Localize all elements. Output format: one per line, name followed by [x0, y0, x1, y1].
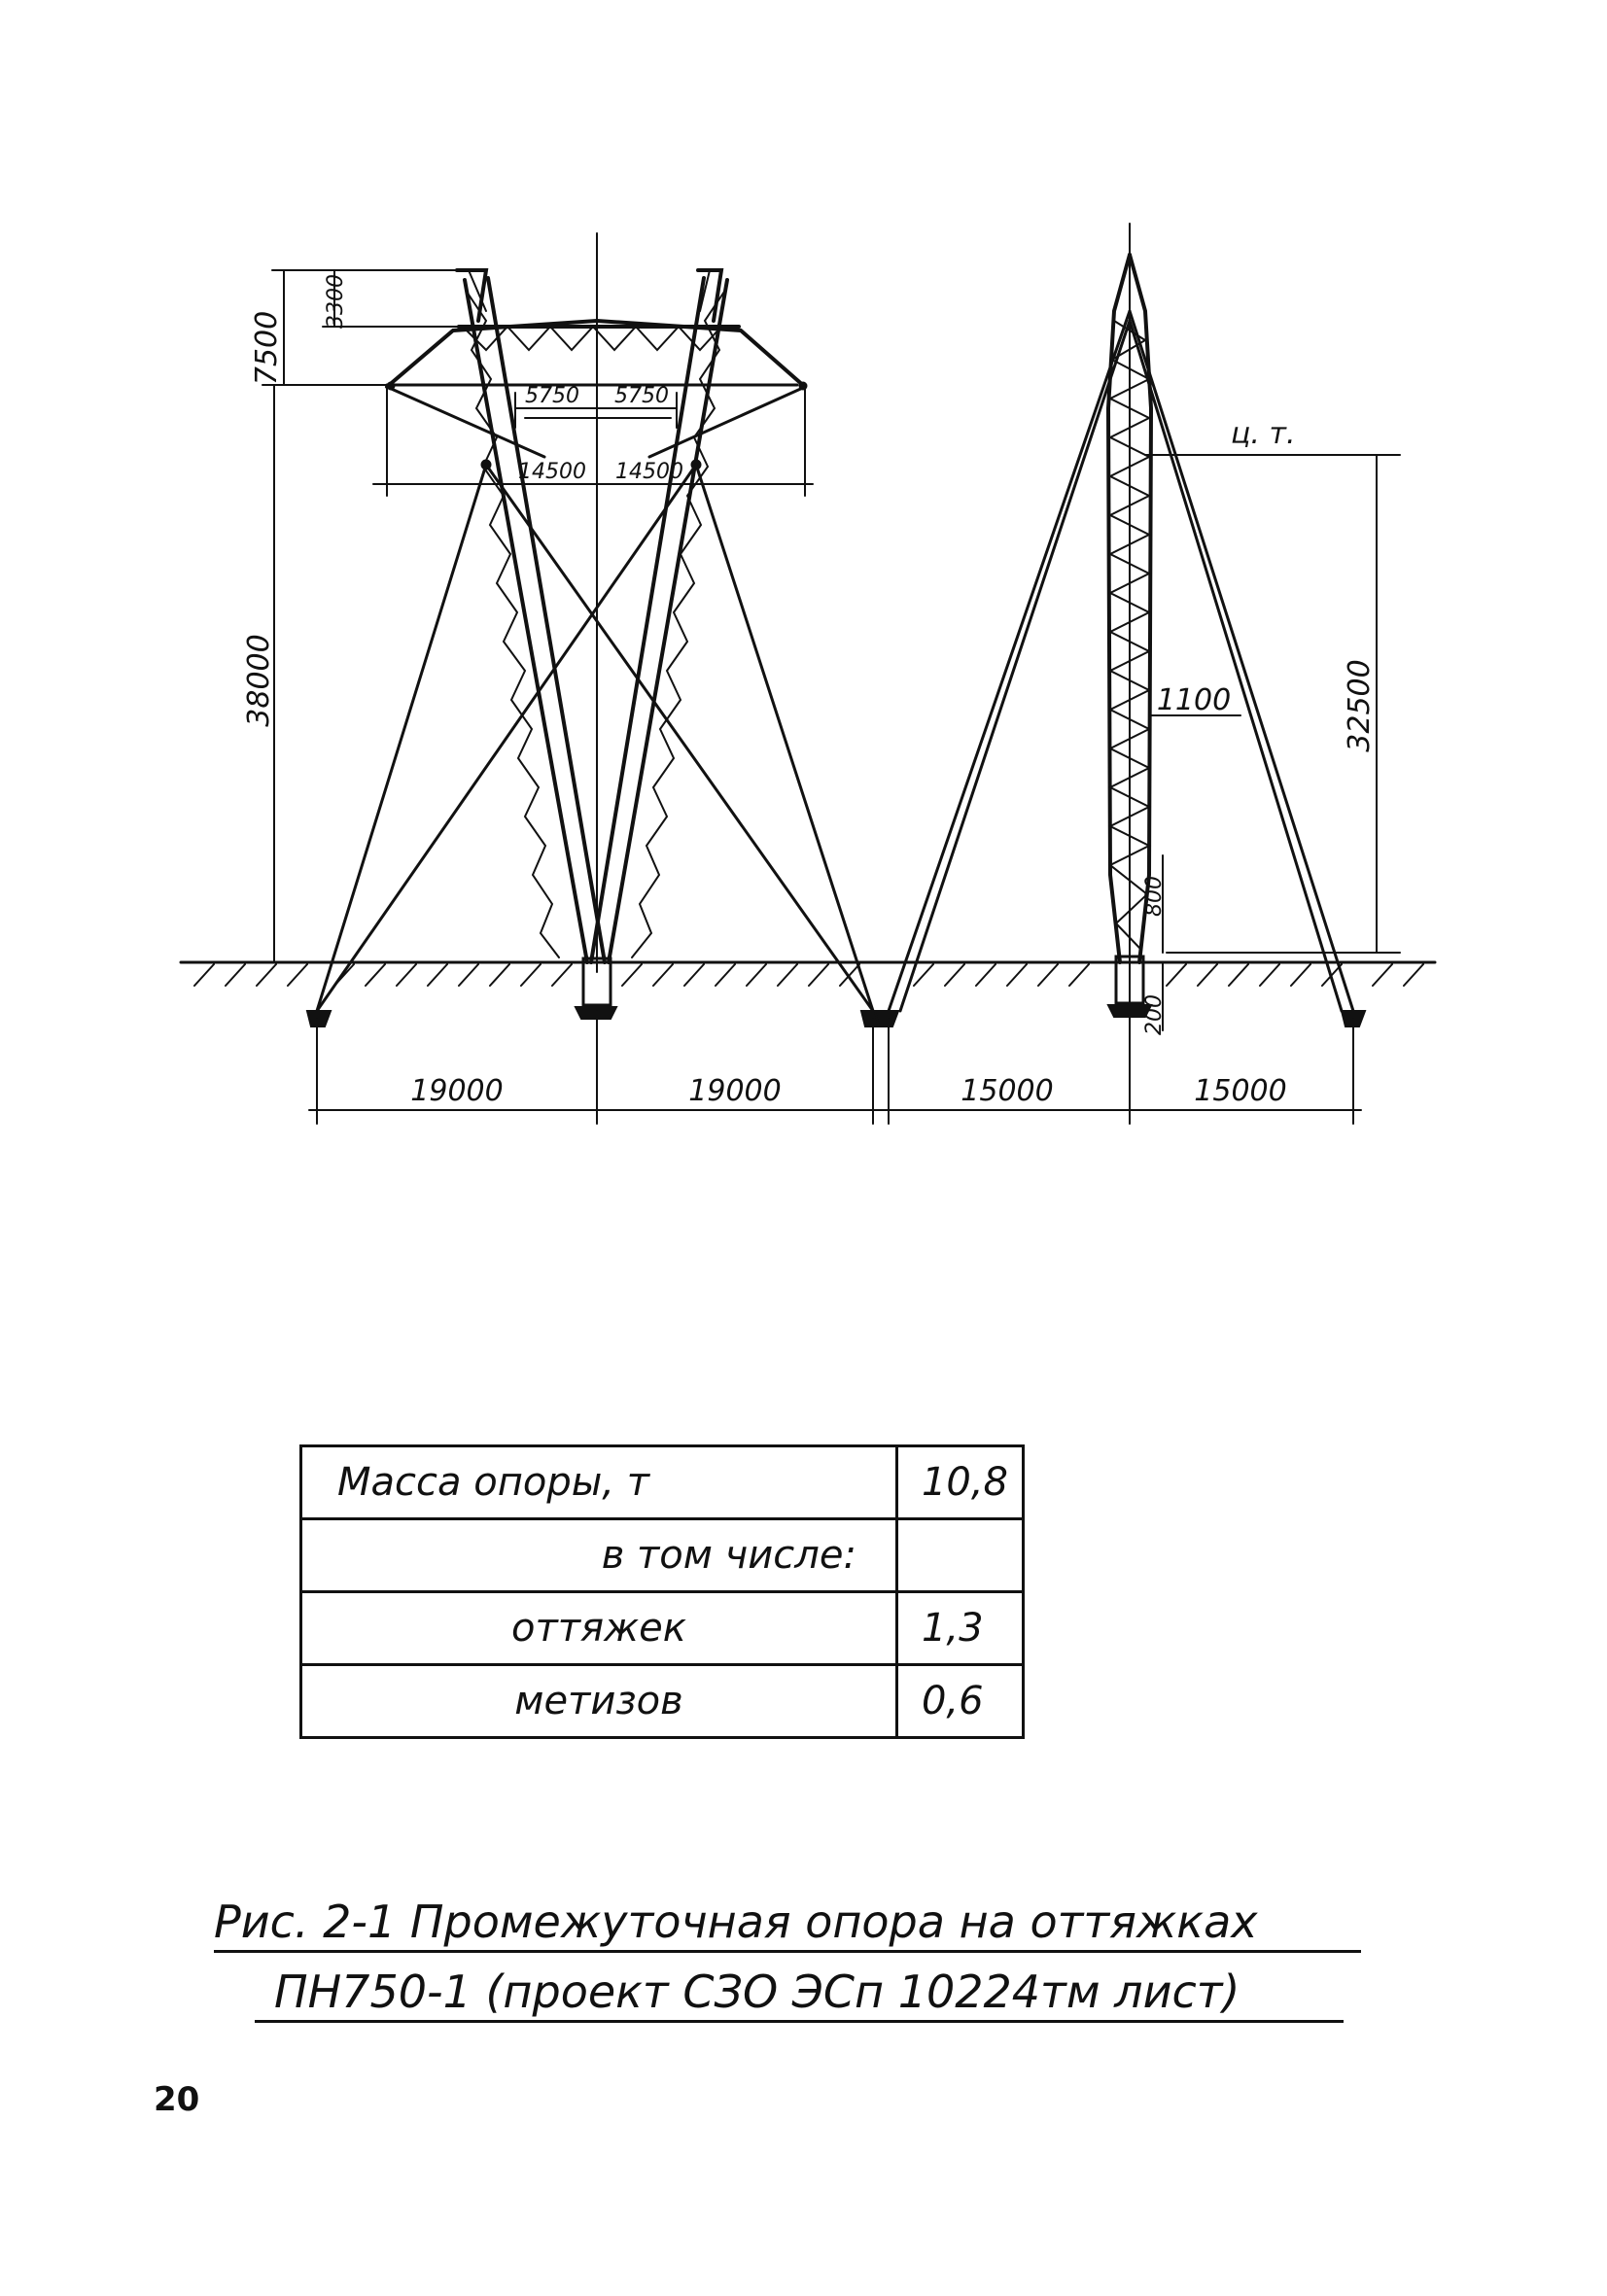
dim-5750-right: 5750: [614, 384, 669, 408]
dim-38000: 38000: [242, 634, 276, 727]
dim-15000-left: 15000: [961, 1074, 1054, 1108]
mass-value: 10,8: [896, 1446, 1023, 1519]
front-dimension-labels: [242, 274, 782, 1108]
side-view-tower: [875, 224, 1365, 1026]
front-view-tower: [307, 233, 885, 1026]
hardware-value: 0,6: [896, 1665, 1023, 1738]
dim-5750-left: 5750: [525, 384, 579, 408]
dim-19000-right: 19000: [688, 1074, 782, 1108]
dim-14500-left: 14500: [518, 460, 586, 484]
dim-32500: 32500: [1343, 659, 1377, 752]
table-row: [301, 1446, 1024, 1519]
including-value: [896, 1519, 1023, 1592]
guys-label: оттяжек: [301, 1592, 897, 1665]
dim-800: 800: [1142, 876, 1167, 917]
hardware-label: метизов: [301, 1665, 897, 1738]
dim-1100: 1100: [1156, 683, 1232, 717]
dim-19000-left: 19000: [410, 1074, 504, 1108]
ground-line: [181, 962, 1435, 986]
dim-200: 200: [1142, 994, 1167, 1035]
center-of-gravity-label: ц. т.: [1231, 417, 1296, 451]
dim-3300: 3300: [324, 274, 348, 329]
table-row: [301, 1665, 1024, 1738]
table-row: [301, 1592, 1024, 1665]
dim-14500-right: 14500: [615, 460, 683, 484]
side-dimension-labels: [961, 417, 1377, 1108]
mass-table: [299, 1444, 1025, 1739]
dim-7500: 7500: [250, 310, 284, 386]
dim-15000-right: 15000: [1194, 1074, 1287, 1108]
table-row: [301, 1519, 1024, 1592]
figure-caption-line-2: ПН750-1 (проект СЗО ЭСп 10224тм лист): [255, 1966, 1344, 2023]
including-label: в том числе:: [301, 1519, 897, 1592]
mass-label: Масса опоры, т: [301, 1446, 897, 1519]
guys-value: 1,3: [896, 1592, 1023, 1665]
page-number: 20: [154, 2080, 200, 2119]
figure-caption-line-1: Рис. 2-1 Промежуточная опора на оттяжках: [214, 1896, 1361, 1953]
